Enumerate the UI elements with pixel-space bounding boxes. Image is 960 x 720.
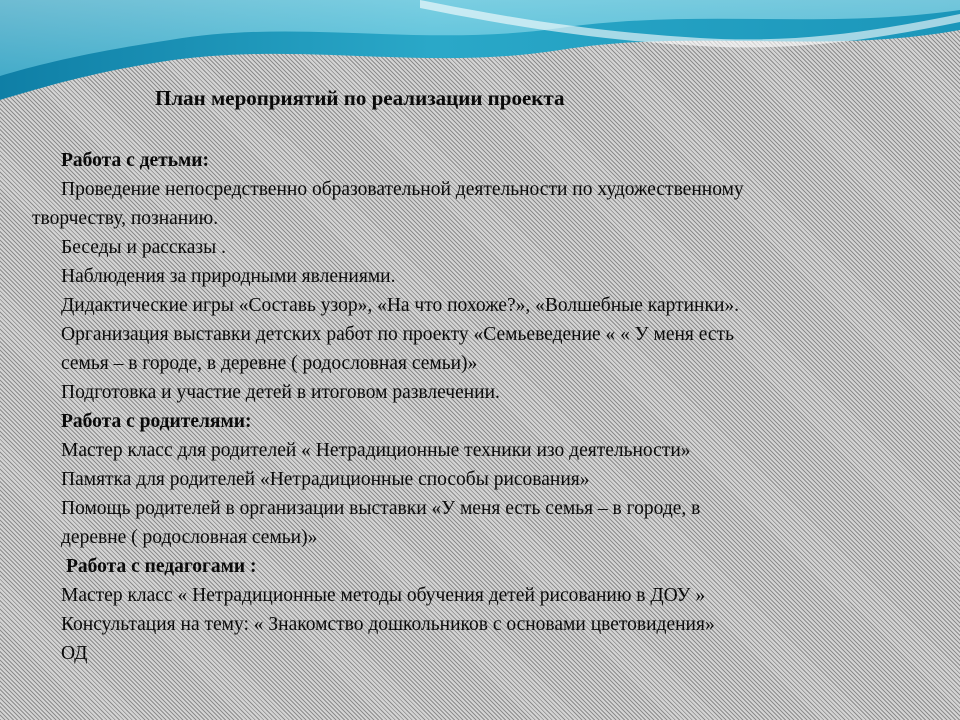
list-item: Памятка для родителей «Нетрадиционные способы рисования»	[61, 469, 590, 490]
teachers-heading: Работа с педагогами :	[66, 556, 257, 577]
list-item-continuation: семья – в городе, в деревне ( родословная семьи)»	[61, 353, 478, 374]
list-item: Помощь родителей в организации выставки «У меня есть семья – в городе, в	[61, 498, 701, 519]
list-item: Подготовка и участие детей в итоговом развлечении.	[61, 382, 500, 403]
list-item-continuation: творчеству, познанию.	[32, 208, 219, 229]
list-item: Организация выставки детских работ по проекту «Семьеведение « « У меня есть	[61, 324, 734, 345]
plan-content	[32, 146, 912, 668]
list-item-continuation: деревне ( родословная семьи)»	[61, 527, 318, 548]
list-item: ОД	[61, 643, 88, 664]
list-item: Беседы и рассказы .	[61, 237, 226, 258]
list-item: Дидактические игры «Составь узор», «На что похоже?», «Волшебные картинки».	[61, 295, 740, 316]
list-item: Мастер класс для родителей « Нетрадиционные техники изо деятельности»	[61, 440, 691, 461]
page-title: План мероприятий по реализации проекта	[155, 86, 565, 110]
children-heading: Работа с детьми:	[61, 150, 210, 171]
list-item: Мастер класс « Нетрадиционные методы обучения детей рисованию в ДОУ »	[61, 585, 706, 606]
parents-heading: Работа с родителями:	[61, 411, 252, 432]
list-item: Проведение непосредственно образовательной деятельности по художественному	[61, 179, 744, 200]
list-item: Наблюдения за природными явлениями.	[61, 266, 396, 287]
list-item: Консультация на тему: « Знакомство дошкольников с основами цветовидения»	[61, 614, 715, 635]
